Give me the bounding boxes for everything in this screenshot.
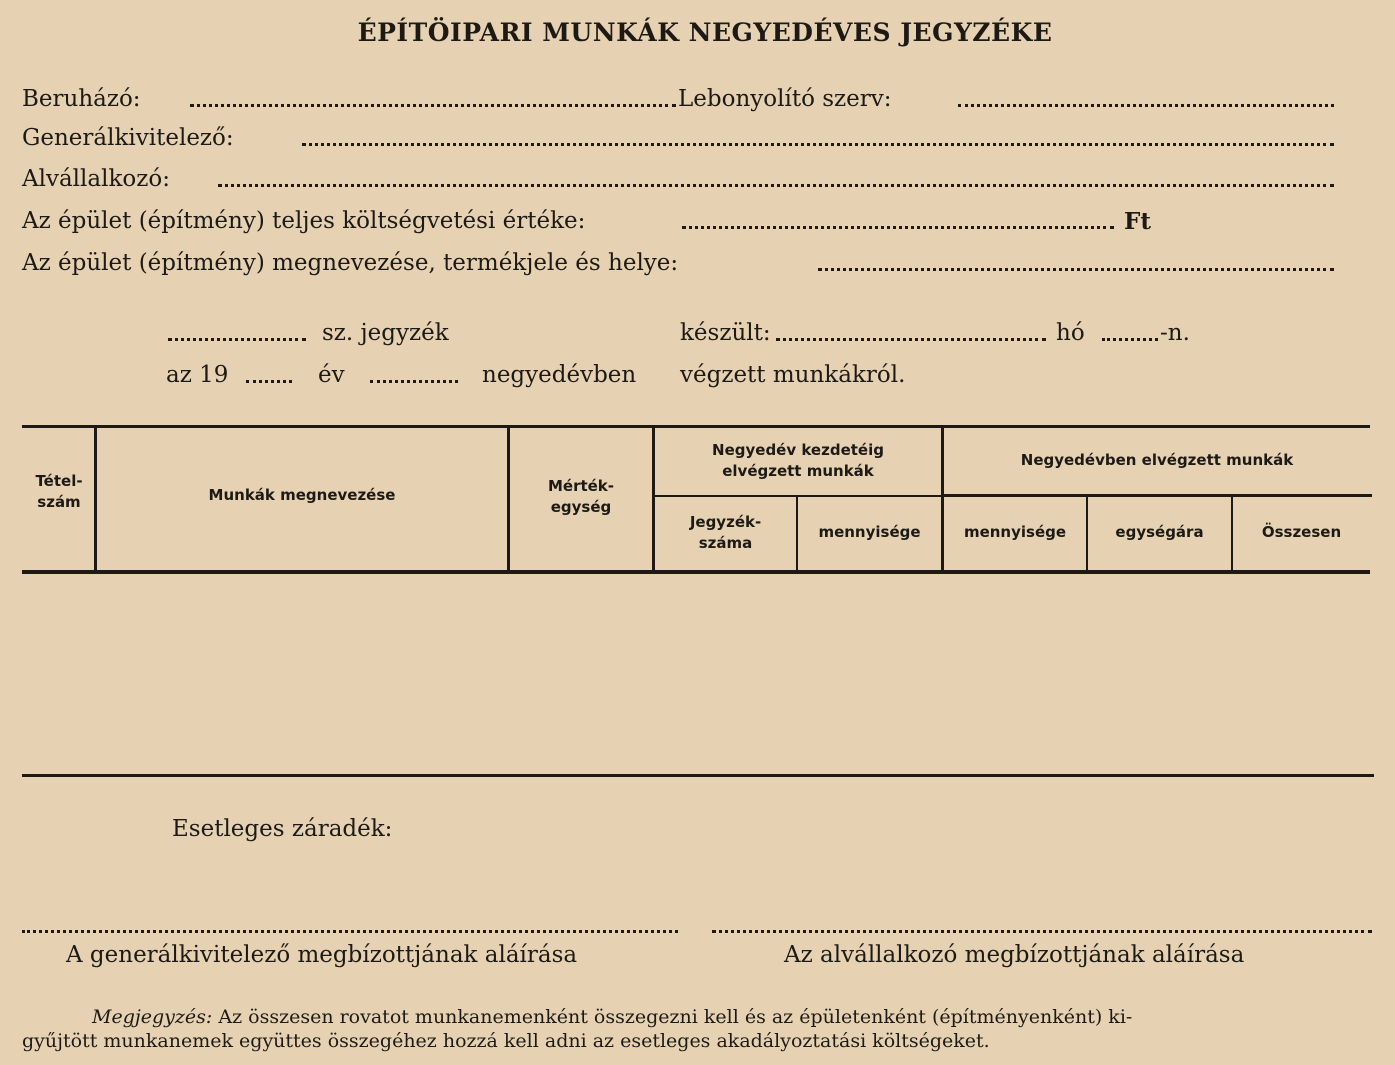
- generalkivitelezo-label: Generálkivitelező:: [22, 125, 234, 151]
- subheader-mennyisege-2: mennyisége: [963, 523, 1067, 541]
- az19-label: az 19: [166, 362, 229, 388]
- vegzett-label: végzett munkákról.: [680, 362, 906, 388]
- note-text-1: Az összesen rovatot munkanemenként összegezni kell és az épületenként (építményenként) ki-: [218, 1006, 1133, 1028]
- note-label: Megjegyzés:: [92, 1006, 213, 1028]
- lebonyolito-field[interactable]: [958, 104, 1334, 107]
- col-header-tetelszam: Tétel- szám: [35, 472, 83, 511]
- koltsegvetesi-field[interactable]: [682, 226, 1114, 229]
- table-top-rule: [22, 425, 1370, 428]
- ho-label: hó: [1056, 320, 1085, 346]
- subheader-mennyisege-1: mennyisége: [818, 523, 921, 541]
- generalkivitelezo-field[interactable]: [302, 143, 1334, 146]
- n-label: -n.: [1160, 320, 1190, 346]
- day-field[interactable]: [1102, 338, 1158, 341]
- group-left-divider: [655, 495, 942, 497]
- table-body-area[interactable]: [22, 574, 1370, 774]
- alvallalkozo-field[interactable]: [218, 184, 1334, 187]
- year-field[interactable]: [246, 380, 292, 383]
- left-signature-caption: A generálkivitelező megbízottjának aláírása: [66, 942, 578, 968]
- negyedevben-label: negyedévben: [482, 362, 637, 388]
- keszult-field[interactable]: [776, 338, 1046, 341]
- table-bottom-rule: [22, 774, 1374, 777]
- keszult-label: készült:: [680, 320, 771, 346]
- zaradek-label: Esetleges záradék:: [172, 816, 393, 842]
- ev-label: év: [318, 362, 345, 388]
- group-header-kezdeteig: Negyedév kezdetéig elvégzett munkák: [712, 441, 884, 480]
- quarter-field[interactable]: [370, 380, 458, 383]
- beruhazo-label: Beruházó:: [22, 86, 141, 112]
- beruhazo-field[interactable]: [190, 104, 676, 107]
- right-signature-caption: Az alvállalkozó megbízottjának aláírása: [784, 942, 1245, 968]
- right-signature-line[interactable]: [712, 930, 1372, 933]
- group-header-negyedevben: Negyedévben elvégzett munkák: [1020, 451, 1294, 469]
- jegyzek-number-field[interactable]: [168, 338, 306, 341]
- col-header-mertekegyseg: Mérték- egység: [547, 477, 615, 516]
- note-line-1: [92, 1006, 1132, 1028]
- document-title: ÉPÍTÖIPARI MUNKÁK NEGYEDÉVES JEGYZÉKE: [357, 18, 1053, 47]
- lebonyolito-label: Lebonyolító szerv:: [678, 86, 892, 112]
- sz-jegyzek-label: sz. jegyzék: [322, 320, 449, 346]
- megnevezes-field[interactable]: [818, 268, 1334, 271]
- subheader-egysegara: egységára: [1115, 523, 1204, 541]
- note-text-2: gyűjtött munkanemek együttes összegéhez hozzá kell adni az esetleges akadályoztatási költségeket.: [22, 1030, 990, 1052]
- alvallalkozo-label: Alvállalkozó:: [22, 166, 170, 192]
- currency-label: Ft: [1124, 208, 1151, 235]
- group-right-divider: [942, 494, 1372, 497]
- col-header-munkak: Munkák megnevezése: [208, 486, 396, 504]
- subheader-osszesen: Összesen: [1261, 523, 1342, 541]
- koltsegvetesi-label: Az épület (építmény) teljes költségvetési értéke:: [22, 208, 586, 234]
- subheader-jegyzekszama: Jegyzék- száma: [689, 513, 762, 552]
- left-signature-line[interactable]: [22, 930, 678, 933]
- megnevezes-label: Az épület (építmény) megnevezése, termékjele és helye:: [22, 250, 679, 276]
